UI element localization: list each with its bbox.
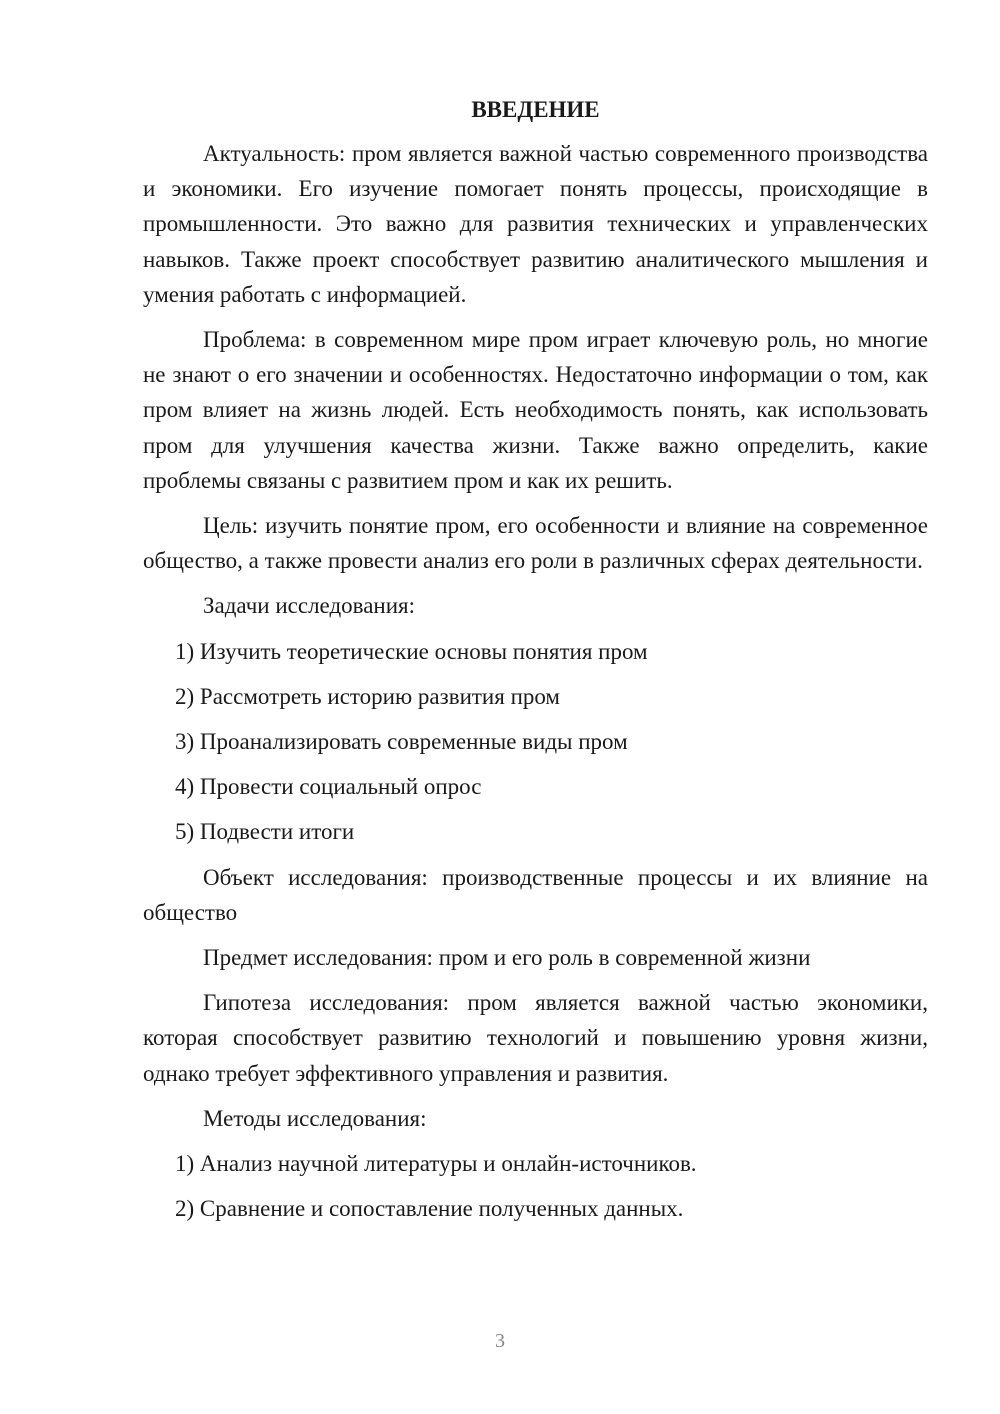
task-item-5: 5) Подвести итоги bbox=[175, 819, 355, 845]
object-paragraph: Объект исследования: производственные процессы и их влияние на общество bbox=[143, 864, 928, 925]
subject-paragraph: Предмет исследования: пром и его роль в современной жизни bbox=[203, 945, 811, 971]
tasks-list bbox=[143, 634, 928, 850]
goal-paragraph: Цель: изучить понятие пром, его особенности и влияние на современное общество, а также провести анализ его роли в различных сферах деятельности. bbox=[143, 513, 928, 574]
page-number: 3 bbox=[495, 1330, 505, 1352]
hypothesis-paragraph: Гипотеза исследования: пром является важной частью экономики, которая способствует развитию технологий и повышению уровня жизни, однако требует эффективного управления и развития. bbox=[143, 990, 928, 1086]
task-item-3: 3) Проанализировать современные виды пром bbox=[175, 729, 628, 755]
document-page bbox=[143, 92, 928, 1236]
relevance-paragraph: Актуальность: пром является важной частью современного производства и экономики. Его изучение помогает понять процессы, происходящие в промышленности. Это важно для развития технических и управленческих навыков. Также проект способствует развитию аналитического мышления и умения работать с информацией. bbox=[143, 141, 928, 307]
task-item-2: 2) Рассмотреть историю развития пром bbox=[175, 683, 560, 709]
method-item-2: 2) Сравнение и сопоставление полученных данных. bbox=[175, 1196, 684, 1222]
task-item-4: 4) Провести социальный опрос bbox=[175, 774, 482, 800]
problem-paragraph: Проблема: в современном мире пром играет ключевую роль, но многие не знают о его значении и особенностях. Недостаточно информации о том, как пром влияет на жизнь людей. Есть необходимость понять, как использовать пром для улучшения качества жизни. Также важно определить, какие проблемы связаны с развитием пром и как их решить. bbox=[143, 327, 928, 493]
section-title: ВВЕДЕНИЕ bbox=[471, 97, 600, 122]
method-item-1: 1) Анализ научной литературы и онлайн-источников. bbox=[175, 1151, 697, 1177]
methods-list bbox=[143, 1146, 928, 1226]
task-item-1: 1) Изучить теоретические основы понятия пром bbox=[175, 638, 648, 664]
methods-heading: Методы исследования: bbox=[203, 1105, 427, 1131]
tasks-heading: Задачи исследования: bbox=[203, 593, 416, 619]
